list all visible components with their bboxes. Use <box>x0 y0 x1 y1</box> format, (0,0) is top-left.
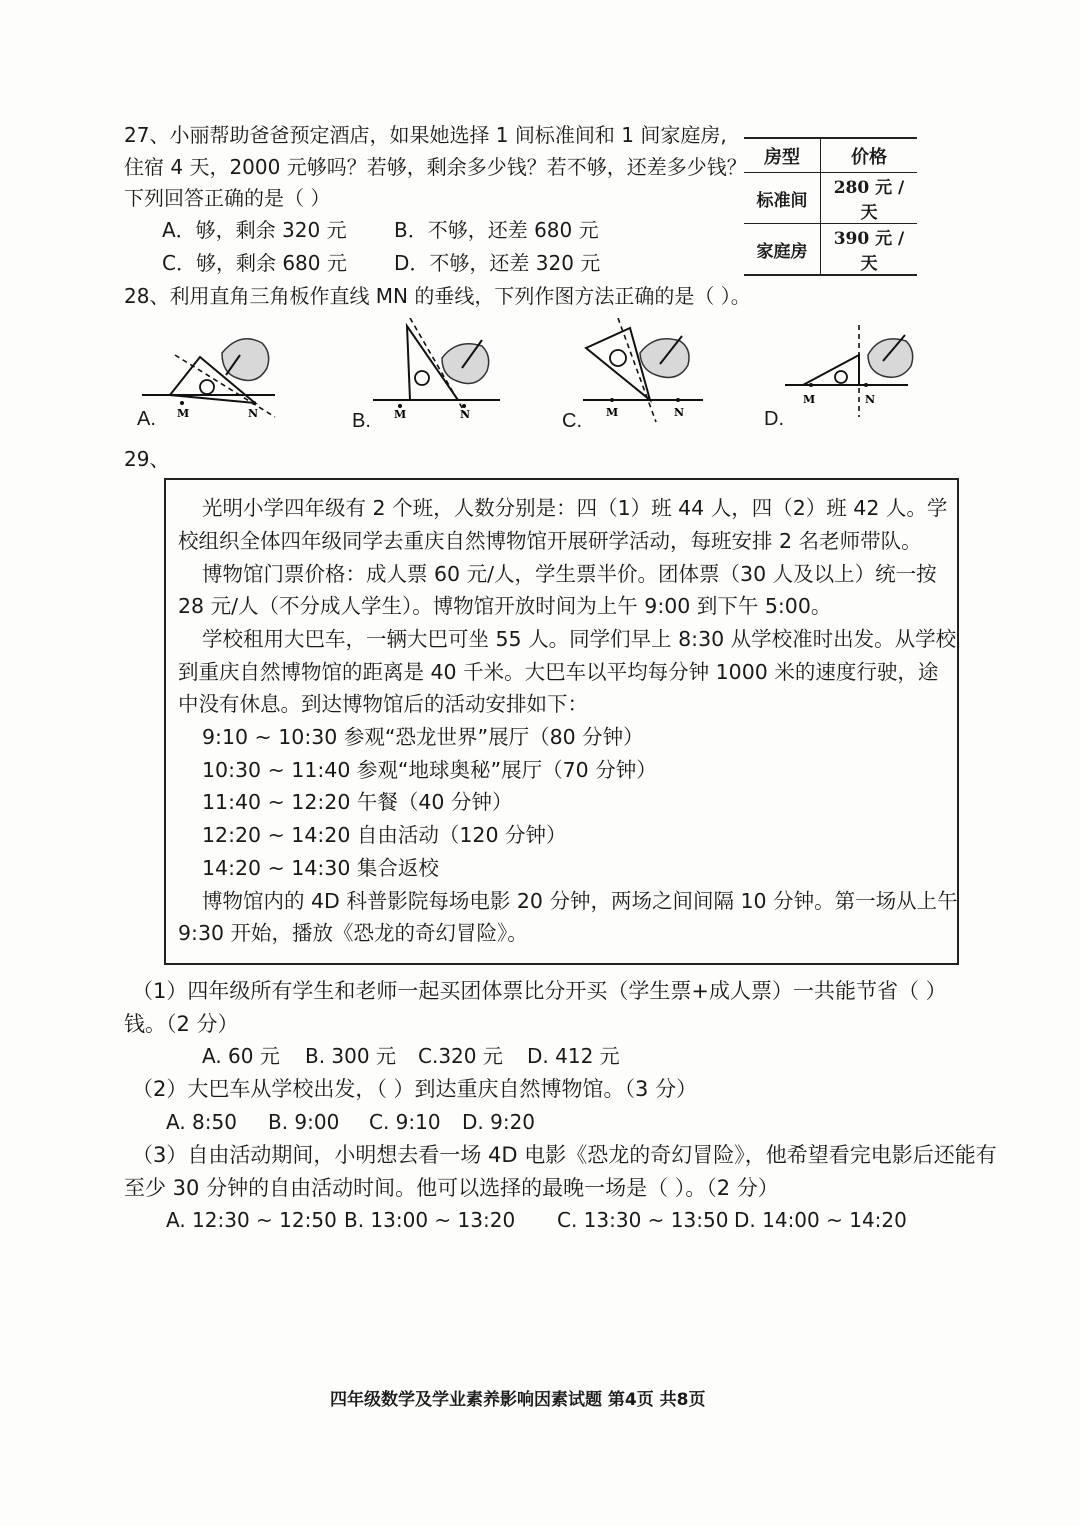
box-line: 学校租用大巴车，一辆大巴可坐 55 人。同学们早上 8:30 从学校准时出发。从学校 <box>202 627 957 651</box>
box-line: 9:30 开始，播放《恐龙的奇幻冒险》。 <box>178 921 528 945</box>
table-cell: 家庭房 <box>744 224 821 276</box>
box-line: 博物馆内的 4D 科普影院每场电影 20 分钟，两场之间间隔 10 分钟。第一场从上午 <box>202 889 958 913</box>
room-price-table <box>744 137 917 276</box>
q27-line-3: 下列回答正确的是（ ） <box>124 186 331 210</box>
figure-b-label: B. <box>352 410 371 432</box>
schedule-item: 9:10 ~ 10:30 参观“恐龙世界”展厅（80 分钟） <box>202 725 644 749</box>
q27-option-b: B．不够，还差 680 元 <box>394 218 599 242</box>
schedule-item: 11:40 ~ 12:20 午餐（40 分钟） <box>202 790 513 814</box>
figure-d-diagram <box>783 325 923 420</box>
schedule-item: 14:20 ~ 14:30 集合返校 <box>202 856 439 880</box>
table-cell: 280 元 / 天 <box>821 173 918 224</box>
q29-sub1-option-d: D. 412 元 <box>527 1044 620 1068</box>
schedule-item: 12:20 ~ 14:20 自由活动（120 分钟） <box>202 823 567 847</box>
q29-sub2-option-b: B. 9:00 <box>268 1110 340 1134</box>
q29-sub3-option-c: C. 13:30 ~ 13:50 <box>557 1208 729 1232</box>
table-cell: 标准间 <box>744 173 821 224</box>
point-m-label: M <box>177 407 190 420</box>
table-header-room-type: 房型 <box>744 138 821 173</box>
q29-sub1-option-c: C.320 元 <box>418 1044 503 1068</box>
q29-sub2-option-d: D. 9:20 <box>462 1110 536 1134</box>
q29-info-box <box>164 478 959 965</box>
figure-a-diagram <box>140 325 290 425</box>
q29-sub1-line-1: （1）四年级所有学生和老师一起买团体票比分开买（学生票+成人票）一共能节省（ ） <box>132 979 947 1003</box>
box-line: 28 元/人（不分成人学生）。博物馆开放时间为上午 9:00 到下午 5:00。 <box>178 594 832 618</box>
q28-question: 28、利用直角三角板作直线 MN 的垂线，下列作图方法正确的是（ ）。 <box>124 284 751 308</box>
point-m-label: M <box>803 393 816 406</box>
q29-sub2-option-a: A. 8:50 <box>166 1110 237 1134</box>
q27-option-a: A．够，剩余 320 元 <box>162 218 347 242</box>
q27-option-d: D．不够，还差 320 元 <box>394 251 601 275</box>
box-line: 中没有休息。到达博物馆后的活动安排如下： <box>178 692 588 716</box>
q27-line-1: 27、小丽帮助爸爸预定酒店，如果她选择 1 间标准间和 1 间家庭房, <box>124 123 727 147</box>
point-n-label: N <box>248 407 259 420</box>
q29-sub1-option-b: B. 300 元 <box>305 1044 396 1068</box>
table-row <box>744 224 917 276</box>
figure-b-diagram <box>370 318 510 423</box>
q27-option-c: C．够，剩余 680 元 <box>162 251 347 275</box>
table-row <box>744 173 917 224</box>
point-m-label: M <box>394 408 407 421</box>
box-line: 到重庆自然博物馆的距离是 40 千米。大巴车以平均每分钟 1000 米的速度行驶，途 <box>178 660 939 684</box>
q29-sub1-option-a: A. 60 元 <box>202 1044 280 1068</box>
q29-sub3-option-b: B. 13:00 ~ 13:20 <box>344 1208 516 1232</box>
q27-line-2: 住宿 4 天，2000 元够吗？若够，剩余多少钱？若不够，还差多少钱？ <box>124 155 747 179</box>
q29-sub2-option-c: C. 9:10 <box>369 1110 441 1134</box>
point-n-label: N <box>865 393 876 406</box>
table-cell: 390 元 / 天 <box>821 224 918 276</box>
box-line: 校组织全体四年级同学去重庆自然博物馆开展研学活动，每班安排 2 名老师带队。 <box>178 529 922 553</box>
figure-c-diagram <box>578 318 713 423</box>
q29-sub1-line-2: 钱。（2 分） <box>124 1012 239 1036</box>
box-line: 光明小学四年级有 2 个班，人数分别是：四（1）班 44 人，四（2）班 42 人。学 <box>202 496 948 520</box>
q29-sub3-option-d: D. 14:00 ~ 14:20 <box>734 1208 907 1232</box>
point-n-label: N <box>674 406 685 419</box>
box-line: 博物馆门票价格：成人票 60 元/人，学生票半价。团体票（30 人及以上）统一按 <box>202 562 937 586</box>
point-n-label: N <box>460 408 471 421</box>
q29-number: 29、 <box>124 447 170 471</box>
figure-c-label: C. <box>562 410 582 432</box>
q29-sub3-line-2: 至少 30 分钟的自由活动时间。他可以选择的最晚一场是（ ）。（2 分） <box>124 1176 779 1200</box>
q29-sub3-option-a: A. 12:30 ~ 12:50 <box>166 1208 337 1232</box>
figure-d-label: D. <box>764 408 784 430</box>
table-header-price: 价格 <box>821 138 918 173</box>
q29-sub2-question: （2）大巴车从学校出发，（ ）到达重庆自然博物馆。（3 分） <box>132 1077 698 1101</box>
q29-sub3-line-1: （3）自由活动期间，小明想去看一场 4D 电影《恐龙的奇幻冒险》，他希望看完电影后还能有 <box>132 1143 997 1167</box>
schedule-item: 10:30 ~ 11:40 参观“地球奥秘”展厅（70 分钟） <box>202 758 657 782</box>
figure-a-label: A. <box>137 408 156 430</box>
point-m-label: M <box>606 406 619 419</box>
page-footer: 四年级数学及学业素养影响因素试题 第4页 共8页 <box>330 1390 706 1410</box>
